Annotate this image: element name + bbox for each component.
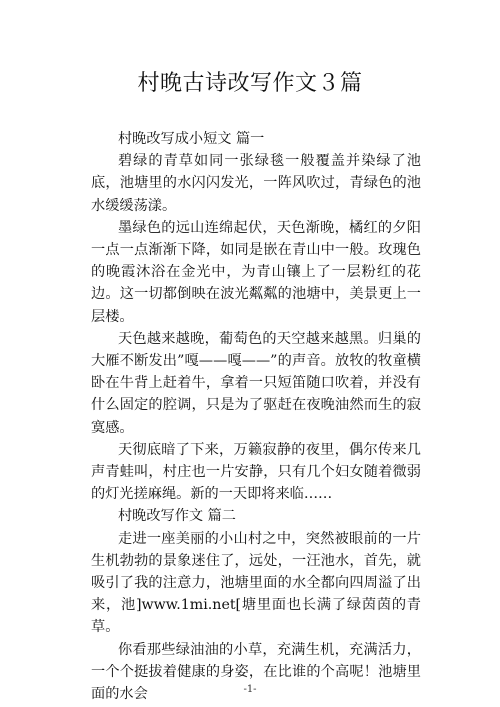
paragraph: 你看那些绿油油的小草，充满生机，充满活力，一个个挺拔着健康的身姿，在比谁的个高呢！池塘里面的水会 xyxy=(91,641,421,703)
paragraph: 天彻底暗了下来，万籁寂静的夜里，偶尔传来几声青蛙叫，村庄也一片安静，只有几个妇女随着微弱的灯光搓麻绳。新的一天即将来临…… xyxy=(91,441,421,503)
paragraph: 墨绿色的远山连绵起伏，天色渐晚，橘红的夕阳一点一点渐渐下降，如同是嵌在青山中一般。玫瑰色的晚霞沐浴在金光中，为青山镶上了一层粉红的花边。这一切都倒映在波光粼粼的池塘中，美景更上一层楼。 xyxy=(91,219,421,325)
page-number: -1- xyxy=(243,684,257,695)
section-heading: 村晚改写成小短文 篇一 xyxy=(117,131,265,147)
paragraph: 走进一座美丽的小山村之中，突然被眼前的一片生机勃勃的景象迷住了，远处，一汪池水，首先，就吸引了我的注意力，池塘里面的水全都向四周溢了出来，池]www.1mi.net[塘里面也长满了绿茵茵的青草。 xyxy=(91,530,421,636)
paragraph: 天色越来越晚，葡萄色的天空越来越黑。归巢的大雁不断发出”嘎——嘎——”的声音。放牧的牧童横卧在牛背上赶着牛，拿着一只短笛随口吹着，并没有什么固定的腔调，只是为了驱赶在夜晚油然而生的寂寞感。 xyxy=(91,330,421,436)
section-heading: 村晚改写作文 篇二 xyxy=(117,508,236,525)
document-body xyxy=(91,128,421,705)
paragraph: 碧绿的青草如同一张绿毯一般覆盖并染绿了池底，池塘里的水闪闪发光，一阵风吹过，青绿色的池水缓缓荡漾。 xyxy=(91,153,421,214)
document-title: 村晚古诗改写作文３篇 xyxy=(137,71,363,96)
